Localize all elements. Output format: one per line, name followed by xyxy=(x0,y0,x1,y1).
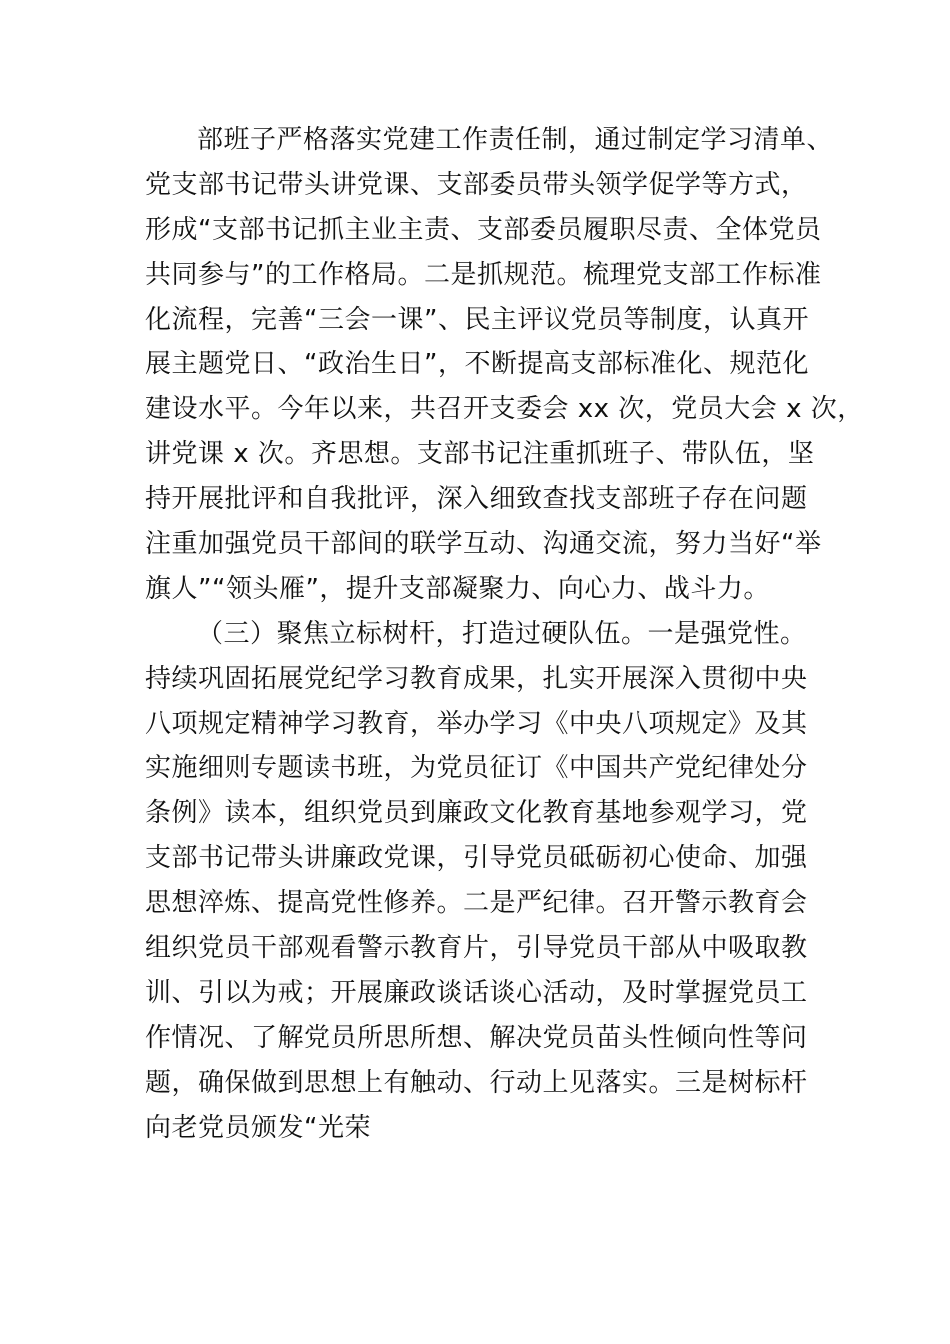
text-line: 旗人”“领头雁”，提升支部凝聚力、向心力、战斗力。 xyxy=(145,573,770,604)
text-line: 实施细则专题读书班，为党员征订《中国共产党纪律处分 xyxy=(145,753,808,784)
text-line: 条例》读本，组织党员到廉政文化教育基地参观学习，党 xyxy=(145,798,808,829)
text-line: 作情况、了解党员所思所想、解决党员苗头性倾向性等问 xyxy=(145,1022,808,1053)
text-line: 注重加强党员干部间的联学互动、沟通交流，努力当好“举 xyxy=(145,529,822,560)
text-line: 共同参与”的工作格局。二是抓规范。梳理党支部工作标准 xyxy=(145,259,822,290)
text-line: 题，确保做到思想上有触动、行动上见落实。三是树标杆 xyxy=(145,1067,808,1098)
text-line: 八项规定精神学习教育，举办学习《中央八项规定》及其 xyxy=(145,708,808,739)
text-line: 展主题党日、“政治生日”，不断提高支部标准化、规范化 xyxy=(145,349,809,380)
text-line: 持续巩固拓展党纪学习教育成果，扎实开展深入贯彻中央 xyxy=(145,663,808,694)
text-line: 讲党课 x 次。齐思想。支部书记注重抓班子、带队伍，坚 xyxy=(145,439,815,470)
text-line: 形成“支部书记抓主业主责、支部委员履职尽责、全体党员 xyxy=(145,214,822,245)
text-line: 支部书记带头讲廉政党课，引导党员砥砺初心使命、加强 xyxy=(145,843,808,874)
text-line: 思想淬炼、提高党性修养。二是严纪律。召开警示教育会 xyxy=(145,888,808,919)
text-line: 建设水平。今年以来，共召开支委会 xx 次，党员大会 x 次， xyxy=(145,394,864,425)
text-line: 部班子严格落实党建工作责任制，通过制定学习清单、 xyxy=(197,125,834,155)
section-heading-line: （三）聚焦立标树杆，打造过硬队伍。一是强党性。 xyxy=(197,618,807,649)
text-line: 训、引以为戒；开展廉政谈话谈心活动，及时掌握党员工 xyxy=(145,977,808,1008)
text-line: 化流程，完善“三会一课”、民主评议党员等制度，认真开 xyxy=(145,304,809,335)
body-text xyxy=(145,118,864,1150)
text-line: 向老党员颁发“光荣 xyxy=(145,1112,371,1143)
text-line: 持开展批评和自我批评，深入细致查找支部班子存在问题 xyxy=(145,484,808,515)
text-line: 党支部书记带头讲党课、支部委员带头领学促学等方式， xyxy=(145,169,808,200)
text-line: 组织党员干部观看警示教育片，引导党员干部从中吸取教 xyxy=(145,933,808,964)
